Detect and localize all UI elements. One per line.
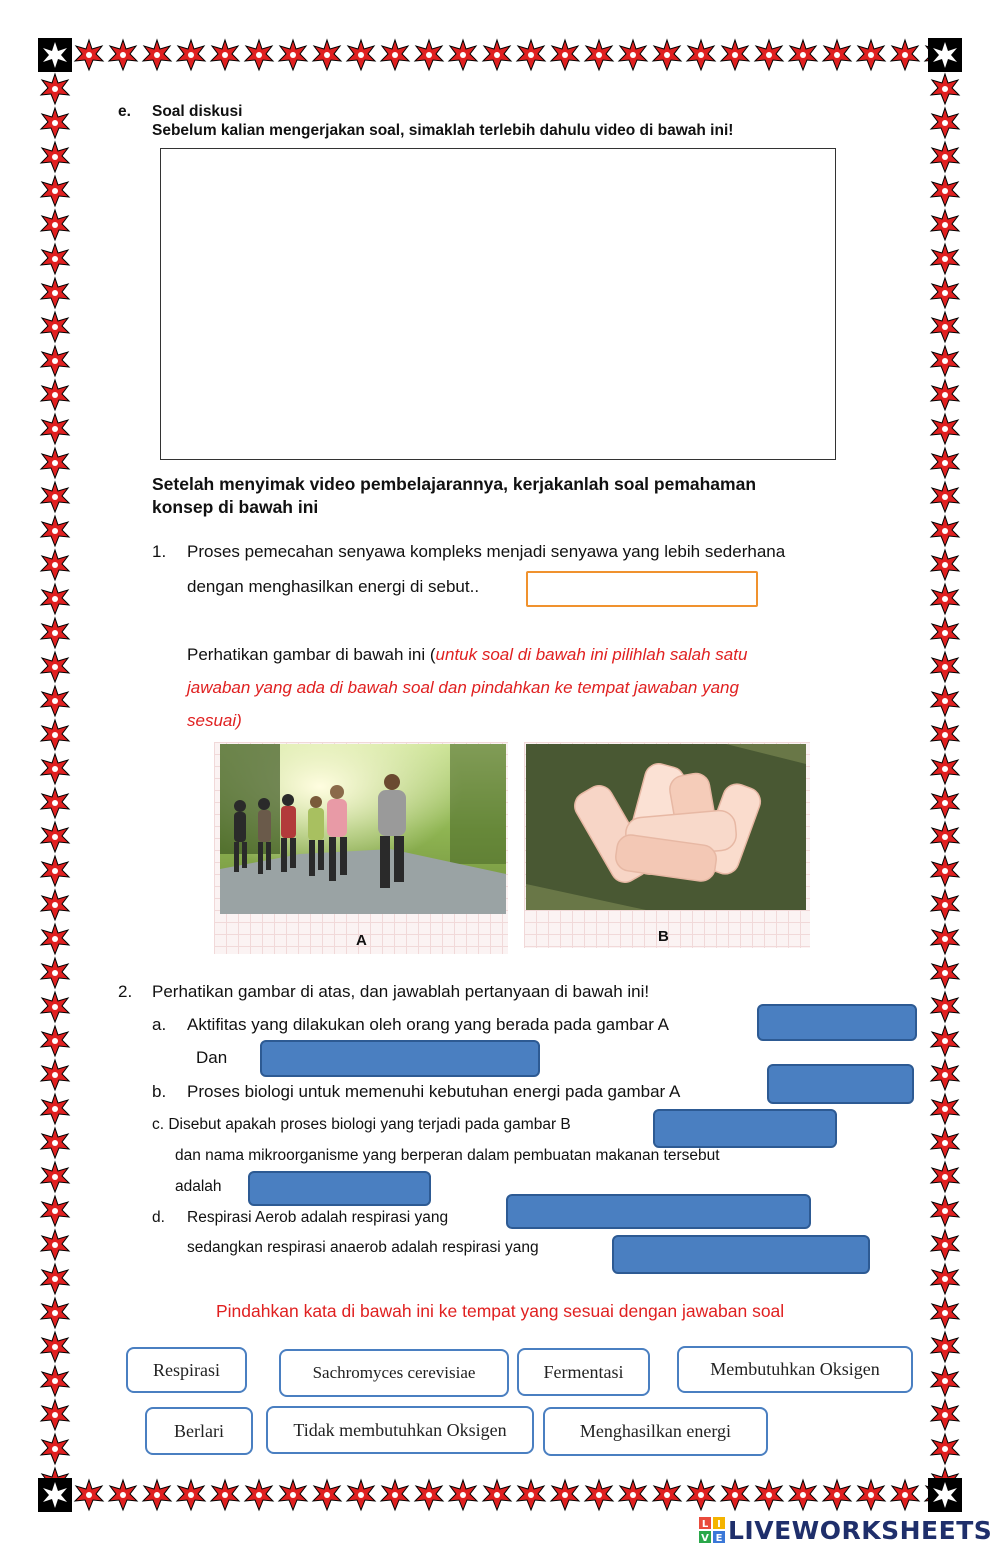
q2b-marker: b. — [152, 1082, 167, 1101]
chip-fermentasi[interactable]: Fermentasi — [517, 1348, 650, 1396]
q2d-marker: d. — [152, 1209, 165, 1226]
q2b-text: Proses biologi untuk memenuhi kebutuhan energi pada gambar A — [187, 1082, 681, 1101]
q2-text: Perhatikan gambar di atas, dan jawablah pertanyaan di bawah ini! — [152, 982, 650, 1001]
liveworksheets-logo-icon — [698, 1516, 726, 1544]
chip-membutuhkan-oksigen[interactable]: Membutuhkan Oksigen — [677, 1346, 913, 1393]
liveworksheets-logo-text: LIVEWORKSHEETS — [728, 1515, 993, 1545]
video-player[interactable] — [160, 148, 836, 460]
chip-menghasilkan-energi[interactable]: Menghasilkan energi — [543, 1407, 768, 1456]
instruction-red-2: jawaban yang ada di bawah soal dan pindahkan ke tempat jawaban yang — [187, 678, 739, 697]
q2a-text: Aktifitas yang dilakukan oleh orang yang berada pada gambar A — [187, 1015, 669, 1034]
logo-letter-v: V — [701, 1533, 709, 1544]
section-marker: e. — [118, 103, 131, 120]
q2c-answer-field-1[interactable] — [653, 1109, 837, 1148]
q2d-answer-field-1[interactable] — [506, 1194, 811, 1229]
q2a-marker: a. — [152, 1015, 167, 1034]
logo-letter-e: E — [715, 1533, 723, 1544]
intro-line-1: Setelah menyimak video pembelajarannya, kerjakanlah soal pemahaman — [152, 474, 757, 494]
border-top — [72, 38, 928, 72]
liveworksheets-logo[interactable] — [698, 1512, 992, 1548]
logo-letter-l: L — [701, 1519, 709, 1530]
corner-bottom-left — [38, 1478, 72, 1512]
q2a-answer-field-1[interactable] — [757, 1004, 917, 1041]
q2c-line-1: c. Disebut apakah proses biologi yang terjadi pada gambar B — [152, 1116, 571, 1133]
instruction-prefix: Perhatikan gambar di bawah ini ( — [187, 645, 436, 664]
drag-instruction: Pindahkan kata di bawah ini ke tempat yang sesuai dengan jawaban soal — [216, 1301, 785, 1321]
q1-number: 1. — [152, 542, 167, 561]
image-b-label: B — [658, 928, 669, 945]
q2c-answer-field-2[interactable] — [248, 1171, 431, 1206]
chip-respirasi[interactable]: Respirasi — [126, 1347, 247, 1393]
corner-top-right — [928, 38, 962, 72]
chip-berlari[interactable]: Berlari — [145, 1407, 253, 1455]
q1-line-1: Proses pemecahan senyawa kompleks menjadi senyawa yang lebih sederhana — [187, 542, 786, 561]
image-a-label: A — [356, 932, 367, 949]
q2a-dan: Dan — [196, 1048, 228, 1067]
image-a-runners — [220, 744, 506, 914]
q1-answer-field[interactable] — [526, 571, 758, 607]
chip-sachromyces[interactable]: Sachromyces cerevisiae — [279, 1349, 509, 1397]
corner-top-left — [38, 38, 72, 72]
image-b-food — [526, 744, 806, 910]
border-left — [38, 72, 72, 1478]
q2d-line-2: sedangkan respirasi anaerob adalah respirasi yang — [187, 1239, 539, 1256]
instruction-red-3: sesuai) — [187, 711, 242, 730]
q2c-line-3: adalah — [175, 1178, 222, 1195]
border-right — [928, 72, 962, 1478]
logo-letter-i: I — [717, 1519, 721, 1530]
chip-tidak-membutuhkan-oksigen[interactable]: Tidak membutuhkan Oksigen — [266, 1406, 534, 1454]
q2a-answer-field-2[interactable] — [260, 1040, 540, 1077]
q2d-answer-field-2[interactable] — [612, 1235, 870, 1274]
image-b-frame — [524, 742, 810, 948]
q2d-line-1: Respirasi Aerob adalah respirasi yang — [187, 1209, 449, 1226]
image-a-frame — [214, 742, 508, 954]
corner-bottom-right — [928, 1478, 962, 1512]
border-bottom — [72, 1478, 928, 1512]
q2b-answer-field[interactable] — [767, 1064, 914, 1104]
q2c-line-2: dan nama mikroorganisme yang berperan dalam pembuatan makanan tersebut — [175, 1147, 720, 1164]
intro-line-2: konsep di bawah ini — [152, 497, 319, 517]
q1-line-2: dengan menghasilkan energi di sebut.. — [187, 577, 480, 596]
section-title: Soal diskusi — [152, 103, 243, 120]
q2-number: 2. — [118, 982, 133, 1001]
instruction-line-1 — [187, 645, 747, 665]
instruction-red-1: untuk soal di bawah ini pilihlah salah satu — [435, 645, 748, 664]
section-subtitle: Sebelum kalian mengerjakan soal, simaklah terlebih dahulu video di bawah ini! — [152, 122, 734, 139]
